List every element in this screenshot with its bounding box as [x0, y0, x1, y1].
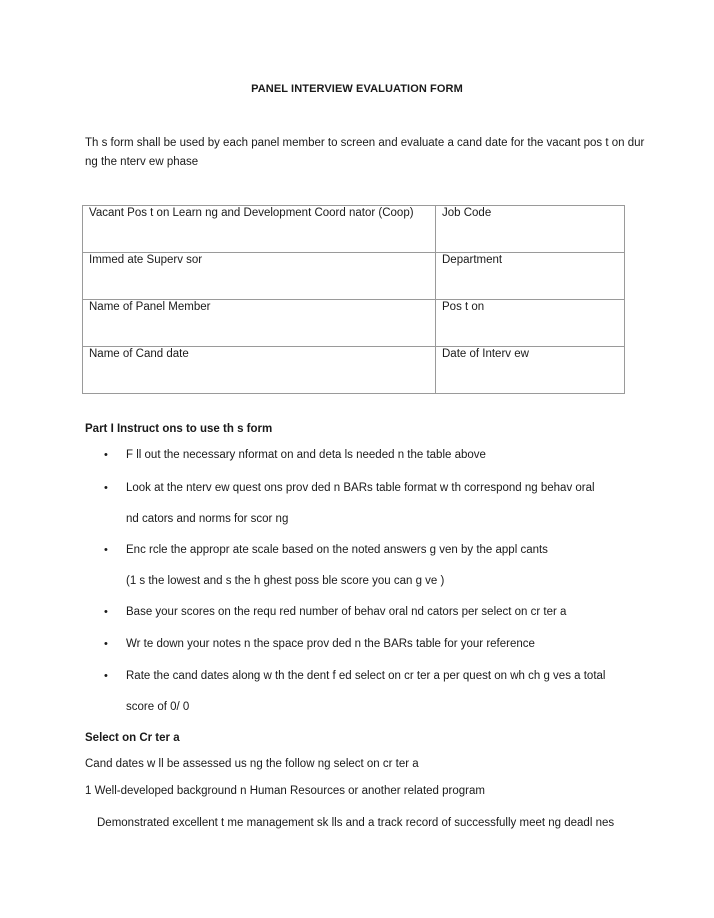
intro-paragraph: Th s form shall be used by each panel member to screen and evaluate a cand date for the vacant pos t on dur ng the nterv ew phase [85, 137, 645, 168]
table-row [83, 300, 625, 347]
form-title: PANEL INTERVIEW EVALUATION FORM [251, 83, 463, 95]
bullet-icon: • [104, 482, 108, 494]
criterion-1: 1 Well-developed background n Human Resources or another related program [85, 785, 485, 797]
instruction-text: Rate the cand dates along w th the dent f ed select on cr ter a per quest on wh ch g ves a total [126, 670, 606, 682]
instruction-text: F ll out the necessary nformat on and deta ls needed n the table above [126, 449, 486, 461]
job-code-cell: Job Code [436, 206, 625, 253]
instruction-continuation: nd cators and norms for scor ng [126, 513, 289, 525]
vacant-position-cell: Vacant Pos t on Learn ng and Development Coord nator (Coop) [83, 206, 436, 253]
selection-intro: Cand dates w ll be assessed us ng the follow ng select on cr ter a [85, 758, 419, 770]
instruction-text: Base your scores on the requ red number of behav oral nd cators per select on cr ter a [126, 606, 567, 618]
instruction-text: Wr te down your notes n the space prov ded n the BARs table for your reference [126, 638, 535, 650]
part1-heading: Part I Instruct ons to use th s form [85, 423, 273, 435]
criterion-2: Demonstrated excellent t me management sk lls and a track record of successfully meet ng deadl nes [97, 817, 615, 829]
panel-member-name-cell: Name of Panel Member [83, 300, 436, 347]
bullet-icon: • [104, 606, 108, 618]
department-cell: Department [436, 253, 625, 300]
bullet-icon: • [104, 544, 108, 556]
immediate-supervisor-cell: Immed ate Superv sor [83, 253, 436, 300]
candidate-name-cell: Name of Cand date [83, 347, 436, 394]
table-row [83, 253, 625, 300]
instruction-continuation: (1 s the lowest and s the h ghest poss ble score you can g ve ) [126, 575, 445, 587]
instruction-continuation: score of 0/ 0 [126, 701, 190, 713]
instruction-text: Look at the nterv ew quest ons prov ded n BARs table format w th correspond ng behav oral [126, 482, 595, 494]
bullet-icon: • [104, 670, 108, 682]
instruction-text: Enc rcle the appropr ate scale based on the noted answers g ven by the appl cants [126, 544, 548, 556]
position-cell: Pos t on [436, 300, 625, 347]
table-row [83, 347, 625, 394]
bullet-icon: • [104, 449, 108, 461]
candidate-info-table [82, 205, 625, 394]
table-row [83, 206, 625, 253]
bullet-icon: • [104, 638, 108, 650]
selection-criteria-heading: Select on Cr ter a [85, 732, 180, 744]
interview-date-cell: Date of Interv ew [436, 347, 625, 394]
